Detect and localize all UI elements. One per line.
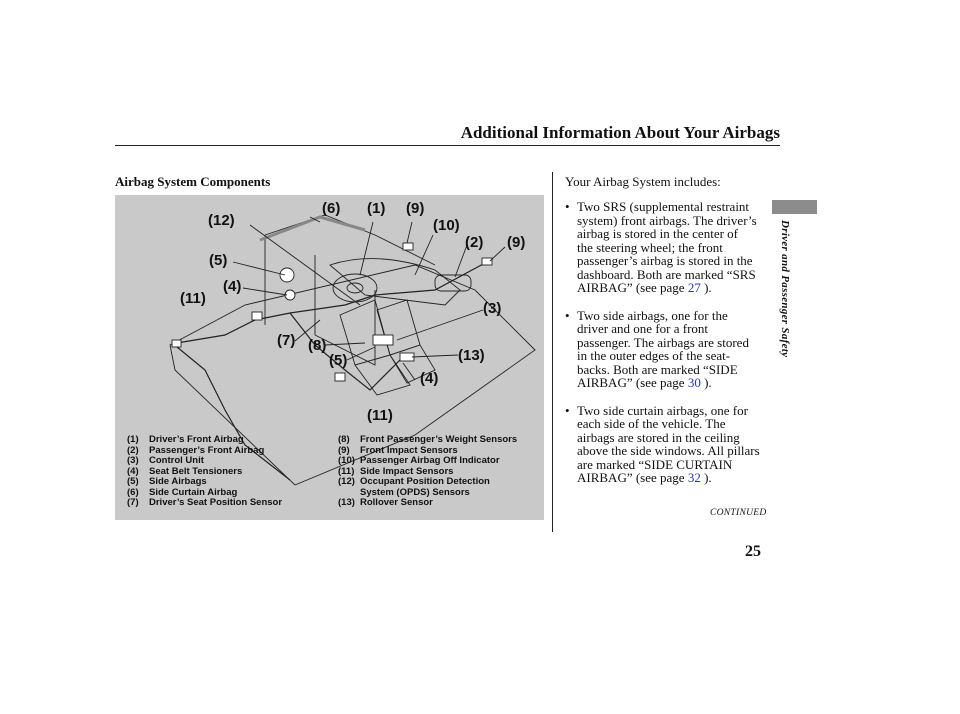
bullet-line: passenger. The airbags are stored bbox=[577, 334, 749, 350]
legend-item: (11) Side Impact Sensors bbox=[338, 465, 454, 477]
steering-wheel bbox=[333, 274, 377, 302]
bullet-icon: • bbox=[565, 402, 570, 418]
legend-item: (9) Front Impact Sensors bbox=[338, 444, 458, 456]
callout-5a: (5) bbox=[209, 252, 228, 269]
front-impact-sensor-left bbox=[403, 243, 413, 250]
callout-12: (12) bbox=[208, 212, 235, 229]
bullet-line: AIRBAG” (see page 30 ). bbox=[577, 375, 712, 390]
page-link-32[interactable]: 32 bbox=[687, 470, 701, 485]
bullet-curtain-airbags bbox=[565, 404, 775, 485]
legend-item: (1) Driver’s Front Airbag bbox=[127, 434, 244, 445]
bullet-line: airbags are stored in the ceiling bbox=[577, 429, 740, 445]
bullet-icon: • bbox=[565, 307, 570, 323]
callout-4b: (4) bbox=[420, 370, 439, 387]
callout-6: (6) bbox=[322, 200, 341, 217]
legend-item: (10) Passenger Airbag Off Indicator bbox=[338, 455, 500, 466]
legend-item: (3) Control Unit bbox=[127, 455, 204, 466]
bullet-line: in the outer edges of the seat- bbox=[577, 348, 731, 363]
leader-5a bbox=[233, 262, 285, 275]
passenger-airbag-module bbox=[435, 275, 471, 291]
intro-text: Your Airbag System includes: bbox=[565, 174, 721, 189]
callout-13: (13) bbox=[458, 347, 485, 364]
legend-left bbox=[127, 435, 332, 509]
side-impact-sensor-right bbox=[335, 373, 345, 381]
bullet-line: above the side windows. All pillars bbox=[577, 443, 760, 458]
legend-item: (2) Passenger’s Front Airbag bbox=[127, 444, 265, 456]
callout-5b: (5) bbox=[329, 352, 348, 369]
callout-4a: (4) bbox=[223, 278, 242, 295]
side-airbag-marker bbox=[280, 268, 294, 282]
page-number: 25 bbox=[745, 543, 761, 560]
callout-2: (2) bbox=[465, 234, 484, 251]
page-link-27[interactable]: 27 bbox=[687, 280, 701, 295]
bullet-line: Two side airbags, one for the bbox=[577, 307, 728, 323]
front-impact-sensor-right bbox=[482, 258, 492, 265]
legend-item: (5) Side Airbags bbox=[127, 476, 207, 487]
callout-11a: (11) bbox=[180, 290, 206, 307]
bullet-line: driver and one for a front bbox=[577, 321, 709, 336]
callout-7: (7) bbox=[277, 332, 296, 349]
callout-10: (10) bbox=[433, 217, 460, 234]
bullet-front-airbags bbox=[565, 200, 775, 295]
callout-9a: (9) bbox=[406, 200, 425, 217]
driver-seatback bbox=[340, 300, 390, 365]
side-section-label: Driver and Passenger Safety bbox=[779, 220, 791, 358]
section-heading: Airbag System Components bbox=[115, 174, 271, 189]
bullet-line: each side of the vehicle. The bbox=[577, 416, 726, 431]
steering-hub bbox=[347, 283, 363, 293]
callout-9b: (9) bbox=[507, 234, 526, 251]
bullet-line: Two side curtain airbags, one for bbox=[577, 402, 748, 418]
header-rule bbox=[115, 145, 780, 146]
bullet-line: system) front airbags. The driver’s bbox=[577, 212, 757, 228]
legend-item: (8) Front Passenger’s Weight Sensors bbox=[338, 434, 518, 445]
legend-item: (6) Side Curtain Airbag bbox=[127, 486, 238, 498]
bullet-line: dashboard. Both are marked “SRS bbox=[577, 266, 756, 282]
callout-8: (8) bbox=[308, 337, 327, 354]
bullet-line: backs. Both are marked “SIDE bbox=[577, 361, 738, 377]
bullet-line: are marked “SIDE CURTAIN bbox=[577, 456, 733, 472]
column-divider bbox=[552, 172, 553, 532]
legend-item: System (OPDS) Sensors bbox=[360, 486, 470, 498]
callout-1: (1) bbox=[367, 200, 386, 217]
leader-12 bbox=[250, 225, 360, 305]
airbag-components-diagram bbox=[115, 195, 544, 520]
control-unit bbox=[373, 335, 393, 345]
legend-item: (12) Occupant Position Detection bbox=[338, 476, 490, 487]
page-title: Additional Information About Your Airbags bbox=[460, 123, 780, 142]
side-impact-sensor-rear bbox=[252, 312, 262, 320]
dashboard bbox=[330, 259, 460, 305]
side-impact-sensor-left bbox=[172, 340, 181, 347]
continued-note: CONTINUED bbox=[710, 508, 767, 518]
bullet-line: AIRBAG” (see page 27 ). bbox=[577, 280, 712, 295]
leader-3 bbox=[397, 310, 483, 340]
section-tab-marker bbox=[772, 200, 817, 214]
callout-3: (3) bbox=[483, 300, 502, 317]
legend-item: (7) Driver’s Seat Position Sensor bbox=[127, 497, 283, 508]
bullet-line: Two SRS (supplemental restraint bbox=[577, 199, 750, 214]
bullet-line: airbag is stored in the center of bbox=[577, 226, 738, 241]
bullet-line: the steering wheel; the front bbox=[577, 239, 723, 255]
bullet-side-airbags bbox=[565, 309, 775, 390]
legend-item: (13) Rollover Sensor bbox=[338, 497, 433, 508]
side-curtain-airbag bbox=[260, 217, 365, 240]
rollover-sensor bbox=[400, 353, 414, 361]
roof-rail bbox=[265, 215, 435, 265]
page-link-30[interactable]: 30 bbox=[687, 375, 701, 390]
leader-9a bbox=[407, 222, 412, 243]
legend-item: (4) Seat Belt Tensioners bbox=[127, 465, 243, 477]
leader-13 bbox=[412, 355, 458, 357]
leader-9b bbox=[490, 247, 505, 261]
callout-11b: (11) bbox=[367, 407, 393, 424]
bullet-line: passenger’s airbag is stored in the bbox=[577, 253, 753, 268]
bullet-line: AIRBAG” (see page 32 ). bbox=[577, 470, 712, 485]
bullet-icon: • bbox=[565, 199, 570, 214]
legend-right bbox=[338, 435, 538, 509]
bullet-list bbox=[565, 200, 775, 499]
